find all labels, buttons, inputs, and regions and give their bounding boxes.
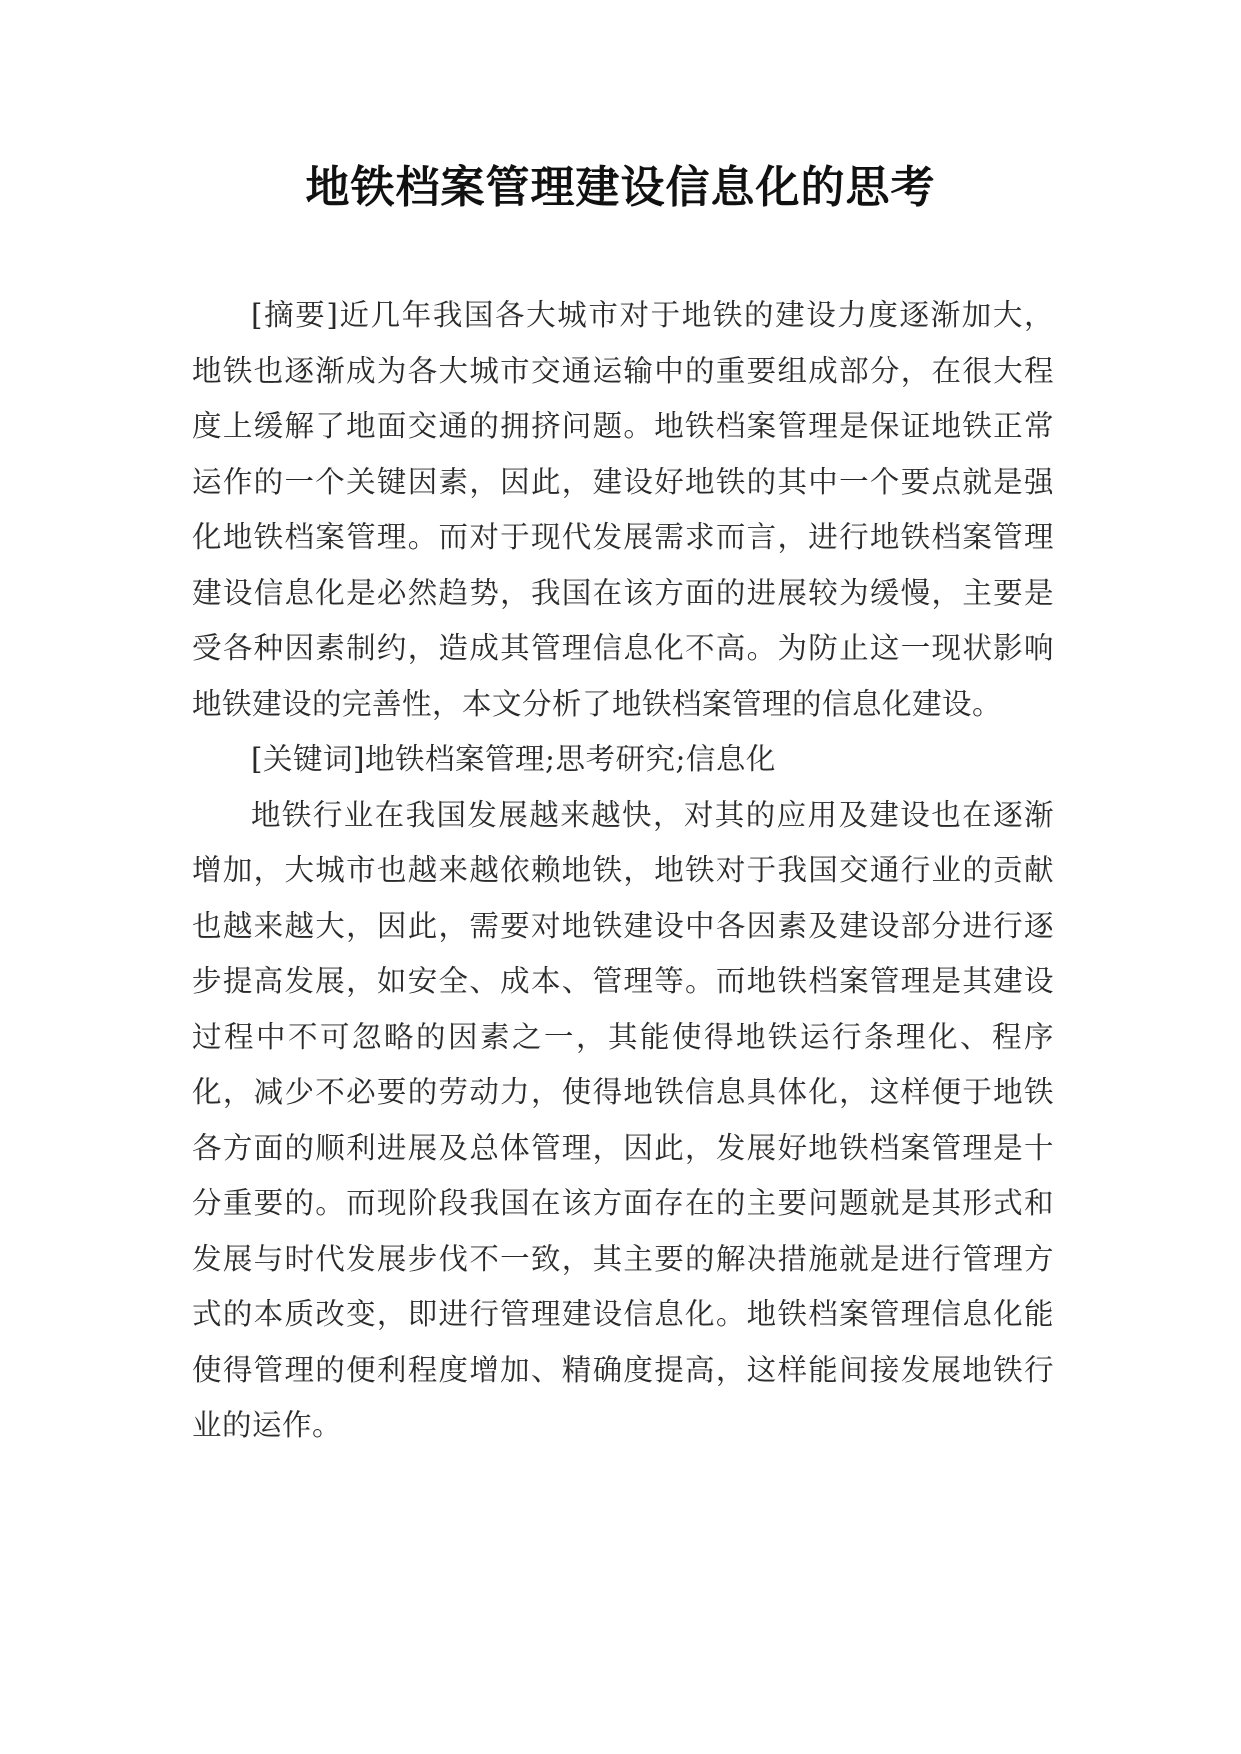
document-body — [192, 288, 1054, 1454]
document-title: 地铁档案管理建设信息化的思考 — [305, 162, 936, 213]
keywords-paragraph: [关键词]地铁档案管理;思考研究;信息化 — [251, 742, 776, 776]
abstract-paragraph: [摘要]近几年我国各大城市对于地铁的建设力度逐渐加大，地铁也逐渐成为各大城市交通运输中的重要组成部分，在很大程度上缓解了地面交通的拥挤问题。地铁档案管理是保证地铁正常运作的一个关键因素，因此，建设好地铁的其中一个要点就是强化地铁档案管理。而对于现代发展需求而言，进行地铁档案管理建设信息化是必然趋势，我国在该方面的进展较为缓慢，主要是受各种因素制约，造成其管理信息化不高。为防止这一现状影响地铁建设的完善性，本文分析了地铁档案管理的信息化建设。 — [192, 298, 1054, 721]
body-paragraph: 地铁行业在我国发展越来越快，对其的应用及建设也在逐渐增加，大城市也越来越依赖地铁，地铁对于我国交通行业的贡献也越来越大，因此，需要对地铁建设中各因素及建设部分进行逐步提高发展，如安全、成本、管理等。而地铁档案管理是其建设过程中不可忽略的因素之一，其能使得地铁运行条理化、程序化，减少不必要的劳动力，使得地铁信息具体化，这样便于地铁各方面的顺利进展及总体管理，因此，发展好地铁档案管理是十分重要的。而现阶段我国在该方面存在的主要问题就是其形式和发展与时代发展步伐不一致，其主要的解决措施就是进行管理方式的本质改变，即进行管理建设信息化。地铁档案管理信息化能使得管理的便利程度增加、精确度提高，这样能间接发展地铁行业的运作。 — [192, 797, 1054, 1442]
